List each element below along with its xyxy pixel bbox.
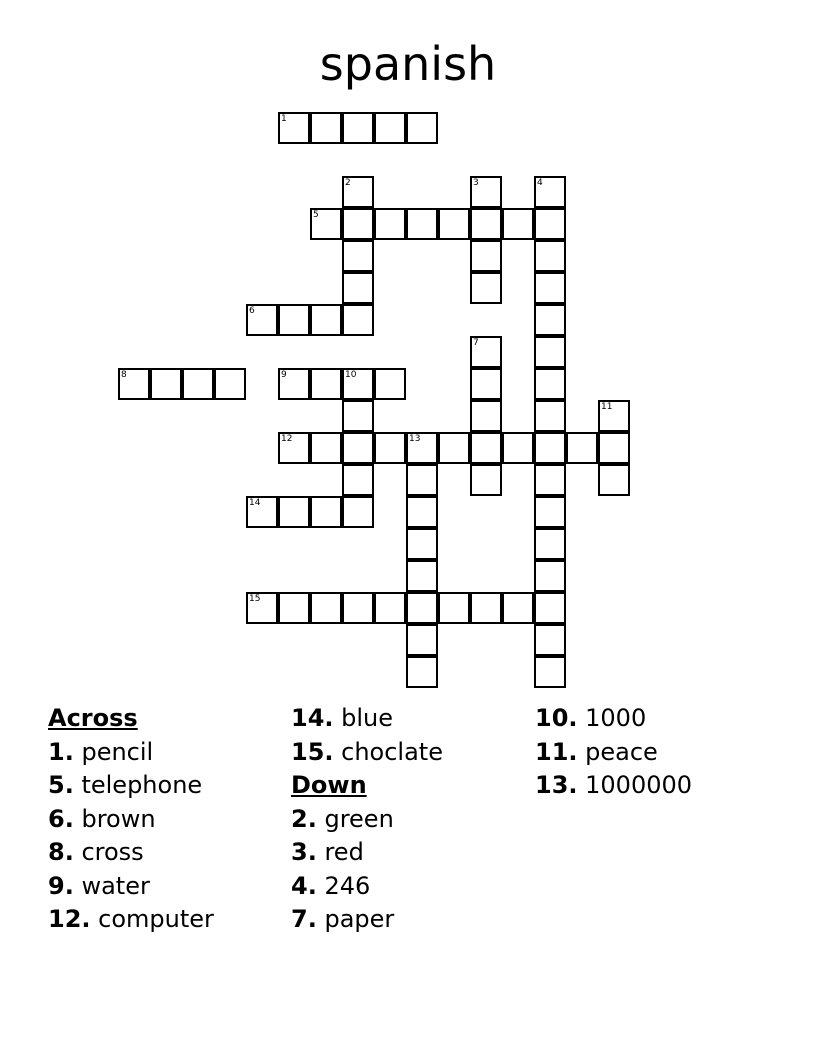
clue-column-1	[48, 702, 288, 937]
grid-cell[interactable]	[278, 496, 310, 528]
grid-cell[interactable]	[342, 176, 374, 208]
clue-item-text: pencil	[73, 737, 154, 766]
clue-number: 12	[281, 434, 293, 444]
clue-item-number: 13.	[535, 771, 578, 799]
grid-cell[interactable]	[406, 592, 438, 624]
grid-cell[interactable]	[534, 624, 566, 656]
grid-cell[interactable]	[470, 592, 502, 624]
clue-item-number: 6.	[48, 804, 74, 833]
clue-number: 10	[345, 370, 357, 380]
grid-cell[interactable]	[342, 464, 374, 496]
grid-cell[interactable]	[374, 208, 406, 240]
grid-cell[interactable]	[438, 592, 470, 624]
clue-item	[48, 903, 288, 937]
grid-cell[interactable]	[534, 368, 566, 400]
clue-item-number: 14.	[291, 704, 334, 732]
grid-cell[interactable]	[534, 240, 566, 272]
clue-item	[291, 702, 531, 736]
grid-cell[interactable]	[342, 304, 374, 336]
clue-item-text: paper	[316, 905, 395, 933]
grid-cell[interactable]	[534, 176, 566, 208]
grid-cell[interactable]	[470, 176, 502, 208]
clue-item-text: green	[316, 804, 394, 833]
clue-item-number: 7.	[291, 905, 317, 933]
grid-cell[interactable]	[406, 464, 438, 496]
grid-cell[interactable]	[246, 496, 278, 528]
clue-item-number: 11.	[535, 737, 578, 766]
clue-item-text: cross	[73, 838, 144, 866]
clue-item	[48, 769, 288, 803]
clue-number: 3	[473, 178, 479, 188]
grid-cell[interactable]	[470, 400, 502, 432]
grid-cell[interactable]	[406, 496, 438, 528]
grid-cell[interactable]	[534, 432, 566, 464]
grid-cell[interactable]	[470, 208, 502, 240]
clue-item	[291, 903, 531, 937]
clue-number: 4	[537, 178, 543, 188]
grid-cell[interactable]	[598, 432, 630, 464]
clue-number: 9	[281, 370, 287, 380]
grid-cell[interactable]	[182, 368, 214, 400]
clue-item-number: 12.	[48, 905, 91, 933]
grid-cell[interactable]	[310, 432, 342, 464]
grid-cell[interactable]	[278, 368, 310, 400]
grid-cell[interactable]	[470, 464, 502, 496]
grid-cell[interactable]	[534, 400, 566, 432]
grid-cell[interactable]	[342, 272, 374, 304]
across-heading: Across	[48, 704, 138, 732]
clue-item-text: water	[73, 871, 150, 900]
grid-cell[interactable]	[534, 528, 566, 560]
grid-cell[interactable]	[534, 592, 566, 624]
grid-cell[interactable]	[406, 528, 438, 560]
clue-item	[535, 702, 775, 736]
grid-cell[interactable]	[310, 368, 342, 400]
clue-item	[291, 870, 531, 904]
clue-number: 1	[281, 114, 287, 124]
clue-number: 8	[121, 370, 127, 380]
grid-cell[interactable]	[342, 496, 374, 528]
grid-cell[interactable]	[342, 112, 374, 144]
clue-item-text: red	[316, 838, 364, 866]
grid-cell[interactable]	[278, 592, 310, 624]
clue-item	[48, 836, 288, 870]
grid-cell[interactable]	[310, 208, 342, 240]
puzzle-title: spanish	[319, 37, 497, 91]
grid-cell[interactable]	[534, 560, 566, 592]
clue-item-text: blue	[333, 704, 394, 732]
clue-item-text: choclate	[333, 737, 443, 766]
clue-column-3	[535, 702, 775, 803]
grid-cell[interactable]	[246, 304, 278, 336]
clue-item-text: brown	[73, 804, 156, 833]
clue-item-text: 1000000	[577, 771, 693, 799]
clue-item-number: 9.	[48, 871, 74, 900]
clue-item-number: 1.	[48, 737, 74, 766]
grid-cell[interactable]	[246, 592, 278, 624]
clue-item-text: 1000	[577, 704, 647, 732]
grid-cell[interactable]	[534, 272, 566, 304]
clue-item	[291, 736, 531, 770]
grid-cell[interactable]	[374, 592, 406, 624]
grid-cell[interactable]	[406, 656, 438, 688]
clue-item	[535, 736, 775, 770]
clue-item	[48, 870, 288, 904]
clue-item	[291, 803, 531, 837]
grid-cell[interactable]	[534, 208, 566, 240]
grid-cell[interactable]	[374, 112, 406, 144]
clue-number: 14	[249, 498, 261, 508]
grid-cell[interactable]	[502, 432, 534, 464]
clue-item-text: peace	[577, 737, 658, 766]
grid-cell[interactable]	[278, 432, 310, 464]
grid-cell[interactable]	[470, 272, 502, 304]
grid-cell[interactable]	[118, 368, 150, 400]
grid-cell[interactable]	[406, 112, 438, 144]
clue-item-text: telephone	[73, 771, 203, 799]
grid-cell[interactable]	[470, 240, 502, 272]
grid-cell[interactable]	[406, 432, 438, 464]
grid-cell[interactable]	[342, 368, 374, 400]
clue-item-text: 246	[316, 871, 371, 900]
grid-cell[interactable]	[406, 624, 438, 656]
grid-cell[interactable]	[278, 112, 310, 144]
grid-cell[interactable]	[502, 592, 534, 624]
clue-item-number: 5.	[48, 771, 74, 799]
grid-cell[interactable]	[342, 432, 374, 464]
clue-number: 13	[409, 434, 421, 444]
grid-cell[interactable]	[310, 496, 342, 528]
grid-cell[interactable]	[406, 560, 438, 592]
clue-number: 5	[313, 210, 319, 220]
grid-cell[interactable]	[214, 368, 246, 400]
clue-item-number: 10.	[535, 704, 578, 732]
clue-item	[535, 769, 775, 803]
grid-cell[interactable]	[534, 464, 566, 496]
clue-item-number: 4.	[291, 871, 317, 900]
grid-cell[interactable]	[310, 592, 342, 624]
grid-cell[interactable]	[374, 432, 406, 464]
grid-cell[interactable]	[598, 400, 630, 432]
grid-cell[interactable]	[502, 208, 534, 240]
grid-cell[interactable]	[438, 208, 470, 240]
grid-cell[interactable]	[406, 208, 438, 240]
clue-number: 2	[345, 178, 351, 188]
grid-cell[interactable]	[534, 496, 566, 528]
clue-item	[48, 736, 288, 770]
grid-cell[interactable]	[310, 304, 342, 336]
clue-number: 11	[601, 402, 613, 412]
clue-number: 15	[249, 594, 261, 604]
clue-item-number: 15.	[291, 737, 334, 766]
down-heading: Down	[291, 771, 367, 799]
clue-number: 7	[473, 338, 479, 348]
grid-cell[interactable]	[534, 656, 566, 688]
clue-item-number: 2.	[291, 804, 317, 833]
grid-cell[interactable]	[470, 432, 502, 464]
grid-cell[interactable]	[150, 368, 182, 400]
grid-cell[interactable]	[278, 304, 310, 336]
clue-item-text: computer	[90, 905, 214, 933]
grid-cell[interactable]	[374, 368, 406, 400]
grid-cell[interactable]	[598, 464, 630, 496]
grid-cell[interactable]	[342, 208, 374, 240]
grid-cell[interactable]	[438, 432, 470, 464]
clue-column-2	[291, 702, 531, 937]
grid-cell[interactable]	[470, 368, 502, 400]
grid-cell[interactable]	[342, 592, 374, 624]
grid-cell[interactable]	[342, 240, 374, 272]
grid-cell[interactable]	[310, 112, 342, 144]
clue-item	[291, 836, 531, 870]
grid-cell[interactable]	[534, 304, 566, 336]
clue-item-number: 8.	[48, 838, 74, 866]
clue-item-number: 3.	[291, 838, 317, 866]
grid-cell[interactable]	[470, 336, 502, 368]
grid-cell[interactable]	[566, 432, 598, 464]
clue-item	[48, 803, 288, 837]
grid-cell[interactable]	[534, 336, 566, 368]
grid-cell[interactable]	[342, 400, 374, 432]
clue-number: 6	[249, 306, 255, 316]
